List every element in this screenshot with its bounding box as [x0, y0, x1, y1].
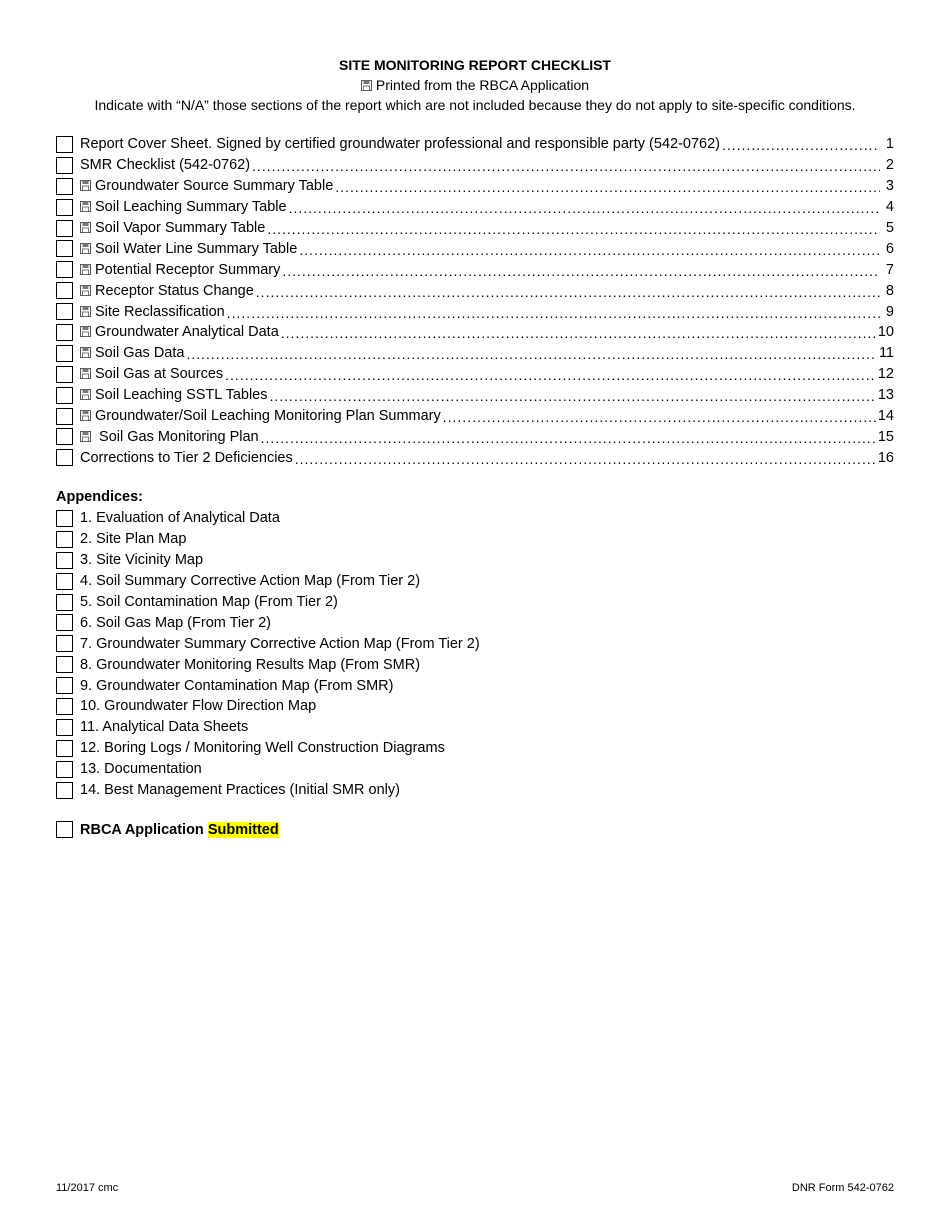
section-label-text: Soil Leaching Summary Table	[95, 199, 287, 216]
appendix-checklist	[56, 508, 894, 800]
section-page-number: 4	[885, 199, 894, 216]
appendix-checkbox[interactable]	[56, 594, 73, 611]
checklist-row	[56, 406, 894, 427]
section-page-number: 6	[885, 240, 894, 257]
appendix-checkbox[interactable]	[56, 614, 73, 631]
checklist-row	[56, 426, 894, 447]
section-label	[80, 136, 720, 152]
page-title: SITE MONITORING REPORT CHECKLIST	[339, 57, 611, 73]
section-page-number: 15	[877, 428, 894, 445]
section-label	[80, 345, 184, 361]
checklist-row	[56, 364, 894, 385]
section-label-text: Groundwater/Soil Leaching Monitoring Plan Summary	[95, 408, 441, 425]
leader-dots	[282, 263, 880, 279]
section-label-text: Soil Leaching SSTL Tables	[95, 387, 268, 404]
floppy-disk-icon	[80, 201, 91, 212]
section-page-number: 11	[878, 345, 894, 362]
checklist-row	[56, 259, 894, 280]
checklist-row	[56, 343, 894, 364]
section-checkbox[interactable]	[56, 345, 73, 362]
floppy-disk-icon	[80, 389, 91, 400]
floppy-disk-icon	[80, 243, 91, 254]
section-page-number: 10	[877, 324, 894, 341]
section-label	[80, 387, 268, 403]
section-checkbox[interactable]	[56, 136, 73, 153]
appendix-label: 11. Analytical Data Sheets	[80, 719, 249, 736]
section-page-number: 9	[885, 303, 894, 320]
section-label-text: Report Cover Sheet. Signed by certified groundwater professional and responsible party (542-0762)	[80, 136, 720, 153]
appendix-label: 10. Groundwater Flow Direction Map	[80, 698, 317, 715]
section-label-text: Groundwater Source Summary Table	[95, 178, 334, 195]
floppy-disk-icon	[80, 410, 91, 421]
appendix-checkbox[interactable]	[56, 782, 73, 799]
section-label-text: Corrections to Tier 2 Deficiencies	[80, 449, 293, 466]
appendix-label: 5. Soil Contamination Map (From Tier 2)	[80, 594, 338, 610]
submission-row	[56, 821, 279, 838]
section-label-text: Potential Receptor Summary	[95, 261, 281, 278]
section-label	[80, 157, 250, 173]
section-checkbox[interactable]	[56, 303, 73, 320]
section-label	[80, 199, 287, 215]
leader-dots	[186, 346, 876, 362]
leader-dots	[267, 221, 880, 237]
section-checkbox[interactable]	[56, 199, 73, 216]
section-page-number: 1	[885, 136, 894, 153]
section-checkbox[interactable]	[56, 282, 73, 299]
checklist-row	[56, 322, 894, 343]
leader-dots	[289, 200, 880, 216]
leader-dots	[299, 242, 880, 258]
checklist-row	[56, 280, 894, 301]
footer-form-number: DNR Form 542-0762	[791, 1182, 894, 1194]
checklist-row	[56, 134, 894, 155]
appendix-row	[56, 592, 894, 613]
leader-dots	[281, 325, 876, 341]
floppy-disk-icon	[80, 222, 91, 233]
section-label	[80, 262, 280, 278]
floppy-disk-icon	[80, 326, 91, 337]
appendix-row	[56, 633, 894, 654]
section-label-text: Soil Water Line Summary Table	[95, 240, 298, 257]
section-label-text: Groundwater Analytical Data	[95, 324, 279, 341]
appendix-row	[56, 571, 894, 592]
floppy-disk-icon	[80, 368, 91, 379]
section-checkbox[interactable]	[56, 178, 73, 195]
section-checkbox[interactable]	[56, 220, 73, 237]
appendix-checkbox[interactable]	[56, 510, 73, 527]
section-checkbox[interactable]	[56, 428, 73, 445]
section-label	[80, 450, 293, 466]
checklist-row	[56, 385, 894, 406]
section-label	[80, 429, 259, 445]
section-checkbox[interactable]	[56, 324, 73, 341]
floppy-disk-icon	[80, 264, 91, 275]
checklist-row	[56, 301, 894, 322]
submission-label: RBCA Application	[80, 821, 204, 838]
leader-dots	[227, 305, 880, 321]
checklist-row	[56, 155, 894, 176]
section-checkbox[interactable]	[56, 449, 73, 466]
appendix-row	[56, 780, 894, 801]
section-checkbox[interactable]	[56, 261, 73, 278]
appendix-row	[56, 738, 894, 759]
submission-highlight: Submitted	[207, 821, 279, 838]
floppy-disk-icon	[80, 180, 91, 191]
appendix-label: 14. Best Management Practices (Initial SMR only)	[80, 782, 400, 799]
appendix-checkbox[interactable]	[56, 677, 73, 694]
section-page-number: 13	[877, 387, 894, 404]
section-label-text: Site Reclassification	[95, 303, 225, 320]
report-header	[0, 55, 950, 115]
appendix-checkbox[interactable]	[56, 740, 73, 757]
section-label	[80, 324, 279, 340]
section-checkbox[interactable]	[56, 157, 73, 174]
section-checkbox[interactable]	[56, 408, 73, 425]
section-page-number: 12	[877, 366, 894, 383]
printed-note-text: Printed from the RBCA Application	[375, 77, 590, 93]
appendix-checkbox[interactable]	[56, 719, 73, 736]
section-label	[80, 220, 265, 236]
instruction-text: Indicate with “N/A” those sections of the report which are not included because they do not apply to site-specific conditions.	[94, 97, 856, 113]
section-label	[80, 408, 441, 424]
floppy-disk-icon	[80, 431, 91, 442]
appendix-label: 6. Soil Gas Map (From Tier 2)	[80, 614, 271, 631]
appendix-label: 4. Soil Summary Corrective Action Map (From Tier 2)	[80, 573, 421, 590]
appendix-row	[56, 759, 894, 780]
checklist-row	[56, 176, 894, 197]
printed-note	[0, 75, 950, 95]
section-label	[80, 304, 225, 320]
section-page-number: 7	[885, 261, 894, 278]
submitted-checkbox[interactable]	[56, 821, 73, 838]
floppy-disk-icon	[80, 285, 91, 296]
appendix-checkbox[interactable]	[56, 531, 73, 548]
appendix-label: 1. Evaluation of Analytical Data	[80, 510, 280, 527]
appendix-row	[56, 717, 894, 738]
appendix-row	[56, 550, 894, 571]
appendix-row	[56, 529, 894, 550]
floppy-disk-icon	[361, 80, 372, 91]
checklist-row	[56, 197, 894, 218]
section-page-number: 3	[885, 178, 894, 195]
section-page-number: 16	[877, 449, 894, 466]
appendix-checkbox[interactable]	[56, 761, 73, 778]
section-label	[80, 178, 333, 194]
floppy-disk-icon	[80, 306, 91, 317]
appendix-checkbox[interactable]	[56, 573, 73, 590]
appendix-row	[56, 675, 894, 696]
leader-dots	[270, 388, 876, 404]
leader-dots	[225, 367, 876, 383]
section-checklist	[56, 134, 894, 468]
footer-date: 11/2017 cmc	[56, 1182, 119, 1194]
checklist-row	[56, 238, 894, 259]
section-label-text: Soil Gas Data	[95, 345, 185, 362]
appendix-label: 13. Documentation	[80, 761, 202, 778]
leader-dots	[256, 284, 880, 300]
appendix-label: 8. Groundwater Monitoring Results Map (From SMR)	[80, 656, 421, 673]
leader-dots	[261, 430, 876, 446]
appendix-label: 9. Groundwater Contamination Map (From SMR)	[80, 677, 394, 694]
section-checkbox[interactable]	[56, 366, 73, 383]
appendices-heading: Appendices:	[56, 489, 144, 505]
appendix-checkbox[interactable]	[56, 552, 73, 569]
section-label-text: Receptor Status Change	[95, 282, 254, 299]
section-label	[80, 283, 254, 299]
appendix-row	[56, 654, 894, 675]
leader-dots	[335, 179, 880, 195]
appendix-checkbox[interactable]	[56, 635, 73, 652]
leader-dots	[443, 409, 876, 425]
appendix-label: 2. Site Plan Map	[80, 531, 187, 548]
appendix-label: 3. Site Vicinity Map	[80, 552, 204, 569]
section-label-text: Soil Gas at Sources	[95, 366, 224, 383]
section-label-text: Soil Gas Monitoring Plan	[95, 428, 259, 445]
leader-dots	[295, 451, 876, 467]
checklist-row	[56, 218, 894, 239]
appendix-label: 7. Groundwater Summary Corrective Action Map (From Tier 2)	[80, 635, 480, 652]
appendix-row	[56, 612, 894, 633]
section-label-text: SMR Checklist (542-0762)	[80, 157, 251, 174]
section-label	[80, 366, 223, 382]
appendix-label: 12. Boring Logs / Monitoring Well Construction Diagrams	[80, 740, 445, 757]
section-label-text: Soil Vapor Summary Table	[95, 220, 266, 236]
section-page-number: 5	[885, 220, 894, 236]
appendix-row	[56, 696, 894, 717]
section-label	[80, 241, 297, 257]
leader-dots	[252, 158, 880, 174]
appendix-row	[56, 508, 894, 529]
section-checkbox[interactable]	[56, 387, 73, 404]
checklist-row	[56, 447, 894, 468]
floppy-disk-icon	[80, 347, 91, 358]
leader-dots	[722, 137, 880, 153]
appendix-checkbox[interactable]	[56, 698, 73, 715]
section-page-number: 2	[885, 157, 894, 174]
section-page-number: 14	[877, 408, 894, 425]
appendix-checkbox[interactable]	[56, 656, 73, 673]
section-page-number: 8	[885, 282, 894, 299]
section-checkbox[interactable]	[56, 240, 73, 257]
